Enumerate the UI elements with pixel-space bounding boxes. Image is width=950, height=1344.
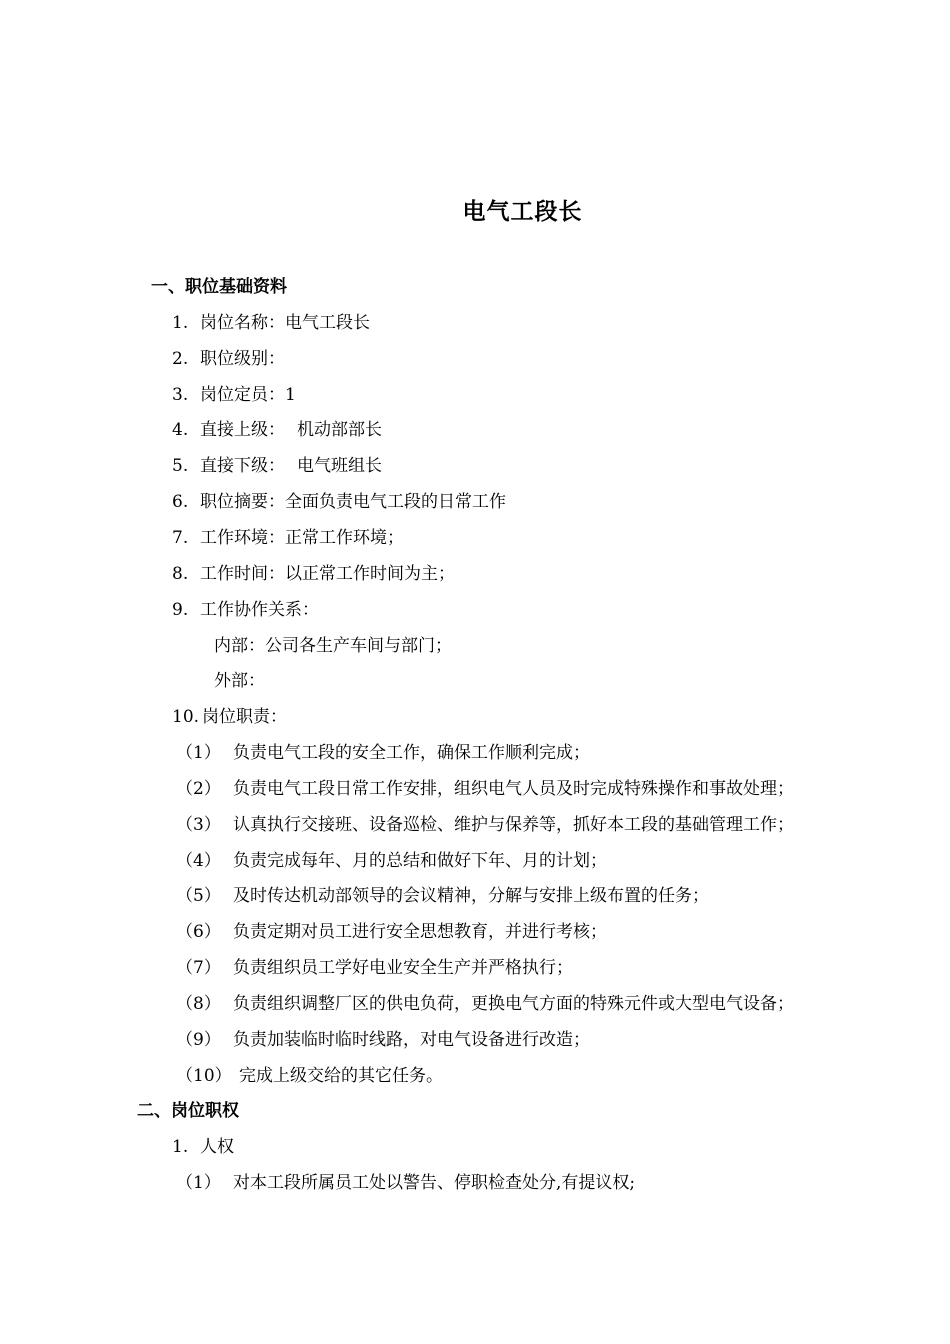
duty-item-4 [176,850,607,872]
info-item-2 [172,348,285,370]
info-item-label: 岗位名称： [200,313,285,333]
duty-text: 完成上级交给的其它任务。 [239,1066,443,1086]
duty-item-3 [176,814,794,836]
duty-item-5 [176,885,709,907]
duty-number: （8） [176,994,221,1014]
section-1-heading: 一、职位基础资料 [151,277,287,297]
authority-item-text: 对本工段所属员工处以警告、停职检查处分,有提议权; [233,1173,636,1193]
duty-number: （5） [176,886,221,906]
duty-number: （10） [176,1066,232,1086]
info-item-number: 2. [172,349,189,369]
duty-item-10 [176,1065,443,1087]
info-item-value: 机动部部长 [297,420,382,440]
authority-sub-label: 人权 [200,1137,234,1157]
duties-heading [172,706,287,728]
info-item-number: 9. [172,600,189,620]
duty-number: （7） [176,958,221,978]
duty-text: 负责定期对员工进行安全思想教育，并进行考核； [233,922,607,942]
info-item-label: 职位级别： [200,349,285,369]
duty-text: 负责电气工段日常工作安排，组织电气人员及时完成特殊操作和事故处理； [233,779,794,799]
document-title: 电气工段长 [462,199,583,225]
info-item-label: 直接上级： [200,420,285,440]
info-item-label: 直接下级： [200,456,285,476]
duty-item-2 [176,778,794,800]
info-item-number: 6. [172,492,189,512]
info-item-number: 7. [172,528,189,548]
authority-item-number: （1） [176,1173,221,1193]
info-item-5 [172,455,382,477]
info-item-number: 1. [172,313,189,333]
info-item-label: 工作时间： [200,564,285,584]
duty-item-6 [176,921,607,943]
cooperation-external: 外部： [214,671,265,691]
duty-item-7 [176,957,573,979]
duty-text: 及时传达机动部领导的会议精神，分解与安排上级布置的任务； [233,886,709,906]
info-item-3 [172,384,296,406]
duty-number: （2） [176,779,221,799]
info-item-value: 全面负责电气工段的日常工作 [285,492,506,512]
info-item-label: 职位摘要： [200,492,285,512]
info-item-9 [172,599,319,621]
duty-number: （1） [176,743,221,763]
duties-heading-number: 10. [172,707,200,727]
duty-text: 认真执行交接班、设备巡检、维护与保养等，抓好本工段的基础管理工作； [233,815,794,835]
info-item-value: 正常工作环境； [285,528,404,548]
authority-item-1 [176,1172,635,1194]
info-item-number: 5. [172,456,189,476]
info-item-label: 岗位定员： [200,385,285,405]
info-item-number: 3. [172,385,189,405]
duty-number: （9） [176,1030,221,1050]
authority-sub-number: 1. [172,1137,189,1157]
info-item-label: 工作环境： [200,528,285,548]
info-item-value: 电气班组长 [297,456,382,476]
section-2-heading: 二、岗位职权 [137,1101,239,1121]
duty-text: 负责组织调整厂区的供电负荷，更换电气方面的特殊元件或大型电气设备； [233,994,794,1014]
duty-number: （3） [176,815,221,835]
duty-text: 负责加装临时临时线路，对电气设备进行改造； [233,1030,590,1050]
info-item-value: 以正常工作时间为主； [285,564,455,584]
duty-text: 负责电气工段的安全工作，确保工作顺利完成； [233,743,590,763]
info-item-number: 8. [172,564,189,584]
duty-number: （4） [176,851,221,871]
info-item-7 [172,527,404,549]
duty-number: （6） [176,922,221,942]
duties-heading-label: 岗位职责： [202,707,287,727]
duty-item-9 [176,1029,590,1051]
info-item-label: 工作协作关系： [200,600,319,620]
info-item-value: 电气工段长 [285,313,370,333]
authority-sub-heading [172,1136,234,1158]
info-item-8 [172,563,455,585]
duty-text: 负责组织员工学好电业安全生产并严格执行； [233,958,573,978]
info-item-number: 4. [172,420,189,440]
duty-text: 负责完成每年、月的总结和做好下年、月的计划； [233,851,607,871]
info-item-4 [172,419,382,441]
info-item-6 [172,491,506,513]
cooperation-internal: 内部：公司各生产车间与部门； [214,636,452,656]
duty-item-8 [176,993,794,1015]
info-item-1 [172,312,370,334]
info-item-value: 1 [285,385,296,405]
duty-item-1 [176,742,590,764]
